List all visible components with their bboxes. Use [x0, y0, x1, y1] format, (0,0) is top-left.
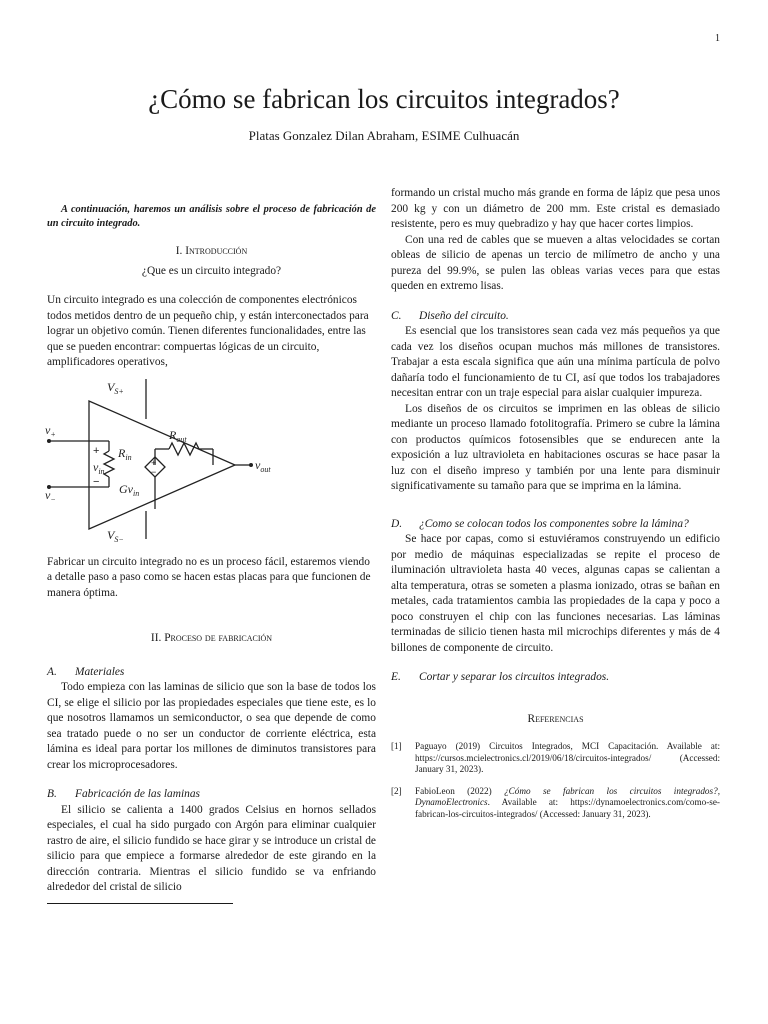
op-amp-diagram	[47, 379, 376, 549]
abstract: A continuación, haremos un análisis sobre el proceso de fabricación de un circuito integrado.	[47, 204, 376, 229]
source-plus-sign: +	[151, 457, 157, 468]
placement-paragraph: Se hace por capas, como si estuviéramos construyendo un edificio por medio de máquinas especializadas se repite el proceso de iluminación ultravioleta hasta 40 veces, algunas capas se calientan a alta temperatura, otras se someten a plasma ionizado, otras se bañan en metales, cada tratamientos cambia las propiedades de la capa y poco a poco construyen el chip con las funciones necesarias. Las láminas terminadas de silicio tienen hasta mil microchips diferentes y más de 4 billones de componente de circuito.	[391, 533, 720, 654]
gain-label: $Gv_{in}$	[119, 481, 140, 498]
v-in-label: $v_{in}$	[93, 459, 105, 476]
subsection-wafers: B. Fabricación de las laminas	[47, 788, 200, 800]
section-heading-intro: I. Introducción	[175, 245, 248, 257]
page-number: 1	[715, 33, 720, 44]
reference-item: [2] FabioLeon (2022) ¿Cómo se fabrican los circuitos integrados?, DynamoElectronics. Available at: https://dynamoelectronics.com/como-se-fabrican-los-circuitos-integrados/ (Accessed: January 31, 2023).	[391, 785, 720, 819]
subsection-cutting: E. Cortar y separar los circuitos integrados.	[391, 671, 610, 683]
references-heading: Referencias	[527, 712, 584, 725]
subsection-design: C. Diseño del circuito.	[391, 309, 509, 322]
vin-plus-sign: +	[93, 444, 100, 457]
intro-paragraph-1: Un circuito integrado es una colección de componentes electrónicos todos metidos dentro de un pequeño chip, y están interconectados para lograr un objetivo común. Tienen diferentes funcionalidades, entre las que se pueden encontrar: compuertas lógicas de un circuito, amplificadores operativos,	[47, 294, 369, 368]
reference-item: [1] Paguayo (2019) Circuitos Integrados, MCI Capacitación. Available at: https://cursos.mcielectronics.cl/2019/06/18/circuitos-integrados/ (Accessed: January 31, 2023).	[391, 741, 720, 774]
wafers-paragraph: El silicio se calienta a 1400 grados Celsius en hornos sellados especiales, el cual ha sido purgado con Argón para eliminar cualquier rastro de aire, el silicio fundido se hace girar y se introduce un cristal de silicio para que empiece a formarse alrededor de este girando en la dirección contraria. Mientras el silicio fundido se va enfriando alrededor del cristal de silicio	[47, 803, 376, 893]
footnote-rule	[47, 903, 233, 904]
intro-question: ¿Que es un circuito integrado?	[141, 264, 282, 277]
output-node	[249, 463, 253, 467]
design-paragraph-1: Es esencial que los transistores sean cada vez más pequeños ya que cada vez los diseños ocupan muchos más millones de transistores. Trabajar a esta escala significa que aún una mínima partícula de polvo dañaría todo el funcionamiento de tu CI, así que todos los trabajadores necesitan entrar con un traje especial para aislar cualquier impureza.	[391, 325, 720, 399]
paper-title: ¿Cómo se fabrican los circuitos integrados?	[148, 84, 620, 114]
source-minus-sign: −	[151, 466, 157, 477]
left-column	[47, 186, 376, 896]
intro-paragraph-2: Fabricar un circuito integrado no es un proceso fácil, estaremos viendo a detalle paso a paso como se hacen estas placas para que funcionen de manera óptima.	[47, 555, 371, 599]
subsection-materials: A. Materiales	[47, 665, 125, 678]
wafers-continued: formando un cristal mucho más grande en forma de lápiz que pesa unos 200 kg y con un diámetro de 200 mm. Este cristal es demasiado resistente, pero es muy quebradizo y hay que hacer cortes limpios.	[391, 187, 720, 230]
r-in-resistor	[104, 451, 114, 477]
design-paragraph-2: Los diseños de os circuitos se imprimen en las obleas de silicio mediante un proceso llamado fotolitografía. Primero se cubre la lámina con productos químicos fotosensibles que se endurecen ante la exposición a luz ultravioleta en habitaciones oscuras se hace pasar la luz con el diseño impreso y también por una lente para disminuir significativamente su tamaño para que se imprima en la lámina.	[391, 402, 720, 492]
section-heading-process: II. Proceso de fabricación	[150, 632, 273, 644]
materials-paragraph: Todo empieza con las laminas de silicio que son la base de todos los CI, se elige el silicio por las propiedades especiales que tiene este, es lo que nosotros llamamos un semiconductor, o sea que depende de como sea tratado puede o no ser un conductor de corriente eléctrica, esta lámina es ideal para portar los millones de diminutos transistores para crear los microprocesadores.	[47, 681, 376, 771]
authors: Platas Gonzalez Dilan Abraham, ESIME Culhuacán	[248, 128, 520, 143]
wafers-paragraph-2: Con una red de cables que se mueven a altas velocidades se cortan obleas de silicio de apenas un tercio de milímetro de ancho y una pureza del 99.9%, se pulen las obleas varias veces para que estas queden en extremo lisas.	[391, 233, 720, 292]
vs-minus-label: $V_{S-}$	[107, 527, 124, 544]
vin-minus-sign: −	[93, 475, 100, 488]
op-amp-figure	[47, 379, 376, 549]
r-out-label: $R_{out}$	[169, 427, 187, 444]
v-plus-label: $v_+$	[45, 422, 56, 439]
r-out-resistor	[169, 443, 199, 455]
vs-plus-label: $V_{S+}$	[107, 379, 124, 396]
input-plus-node	[47, 439, 51, 443]
subsection-placement: D. ¿Como se colocan todos los componentes sobre la lámina?	[391, 517, 689, 530]
v-minus-label: $v_-$	[45, 487, 56, 504]
v-out-label: $v_{out}$	[255, 457, 271, 474]
right-column	[391, 186, 720, 820]
r-in-label: $R_{in}$	[118, 445, 132, 462]
